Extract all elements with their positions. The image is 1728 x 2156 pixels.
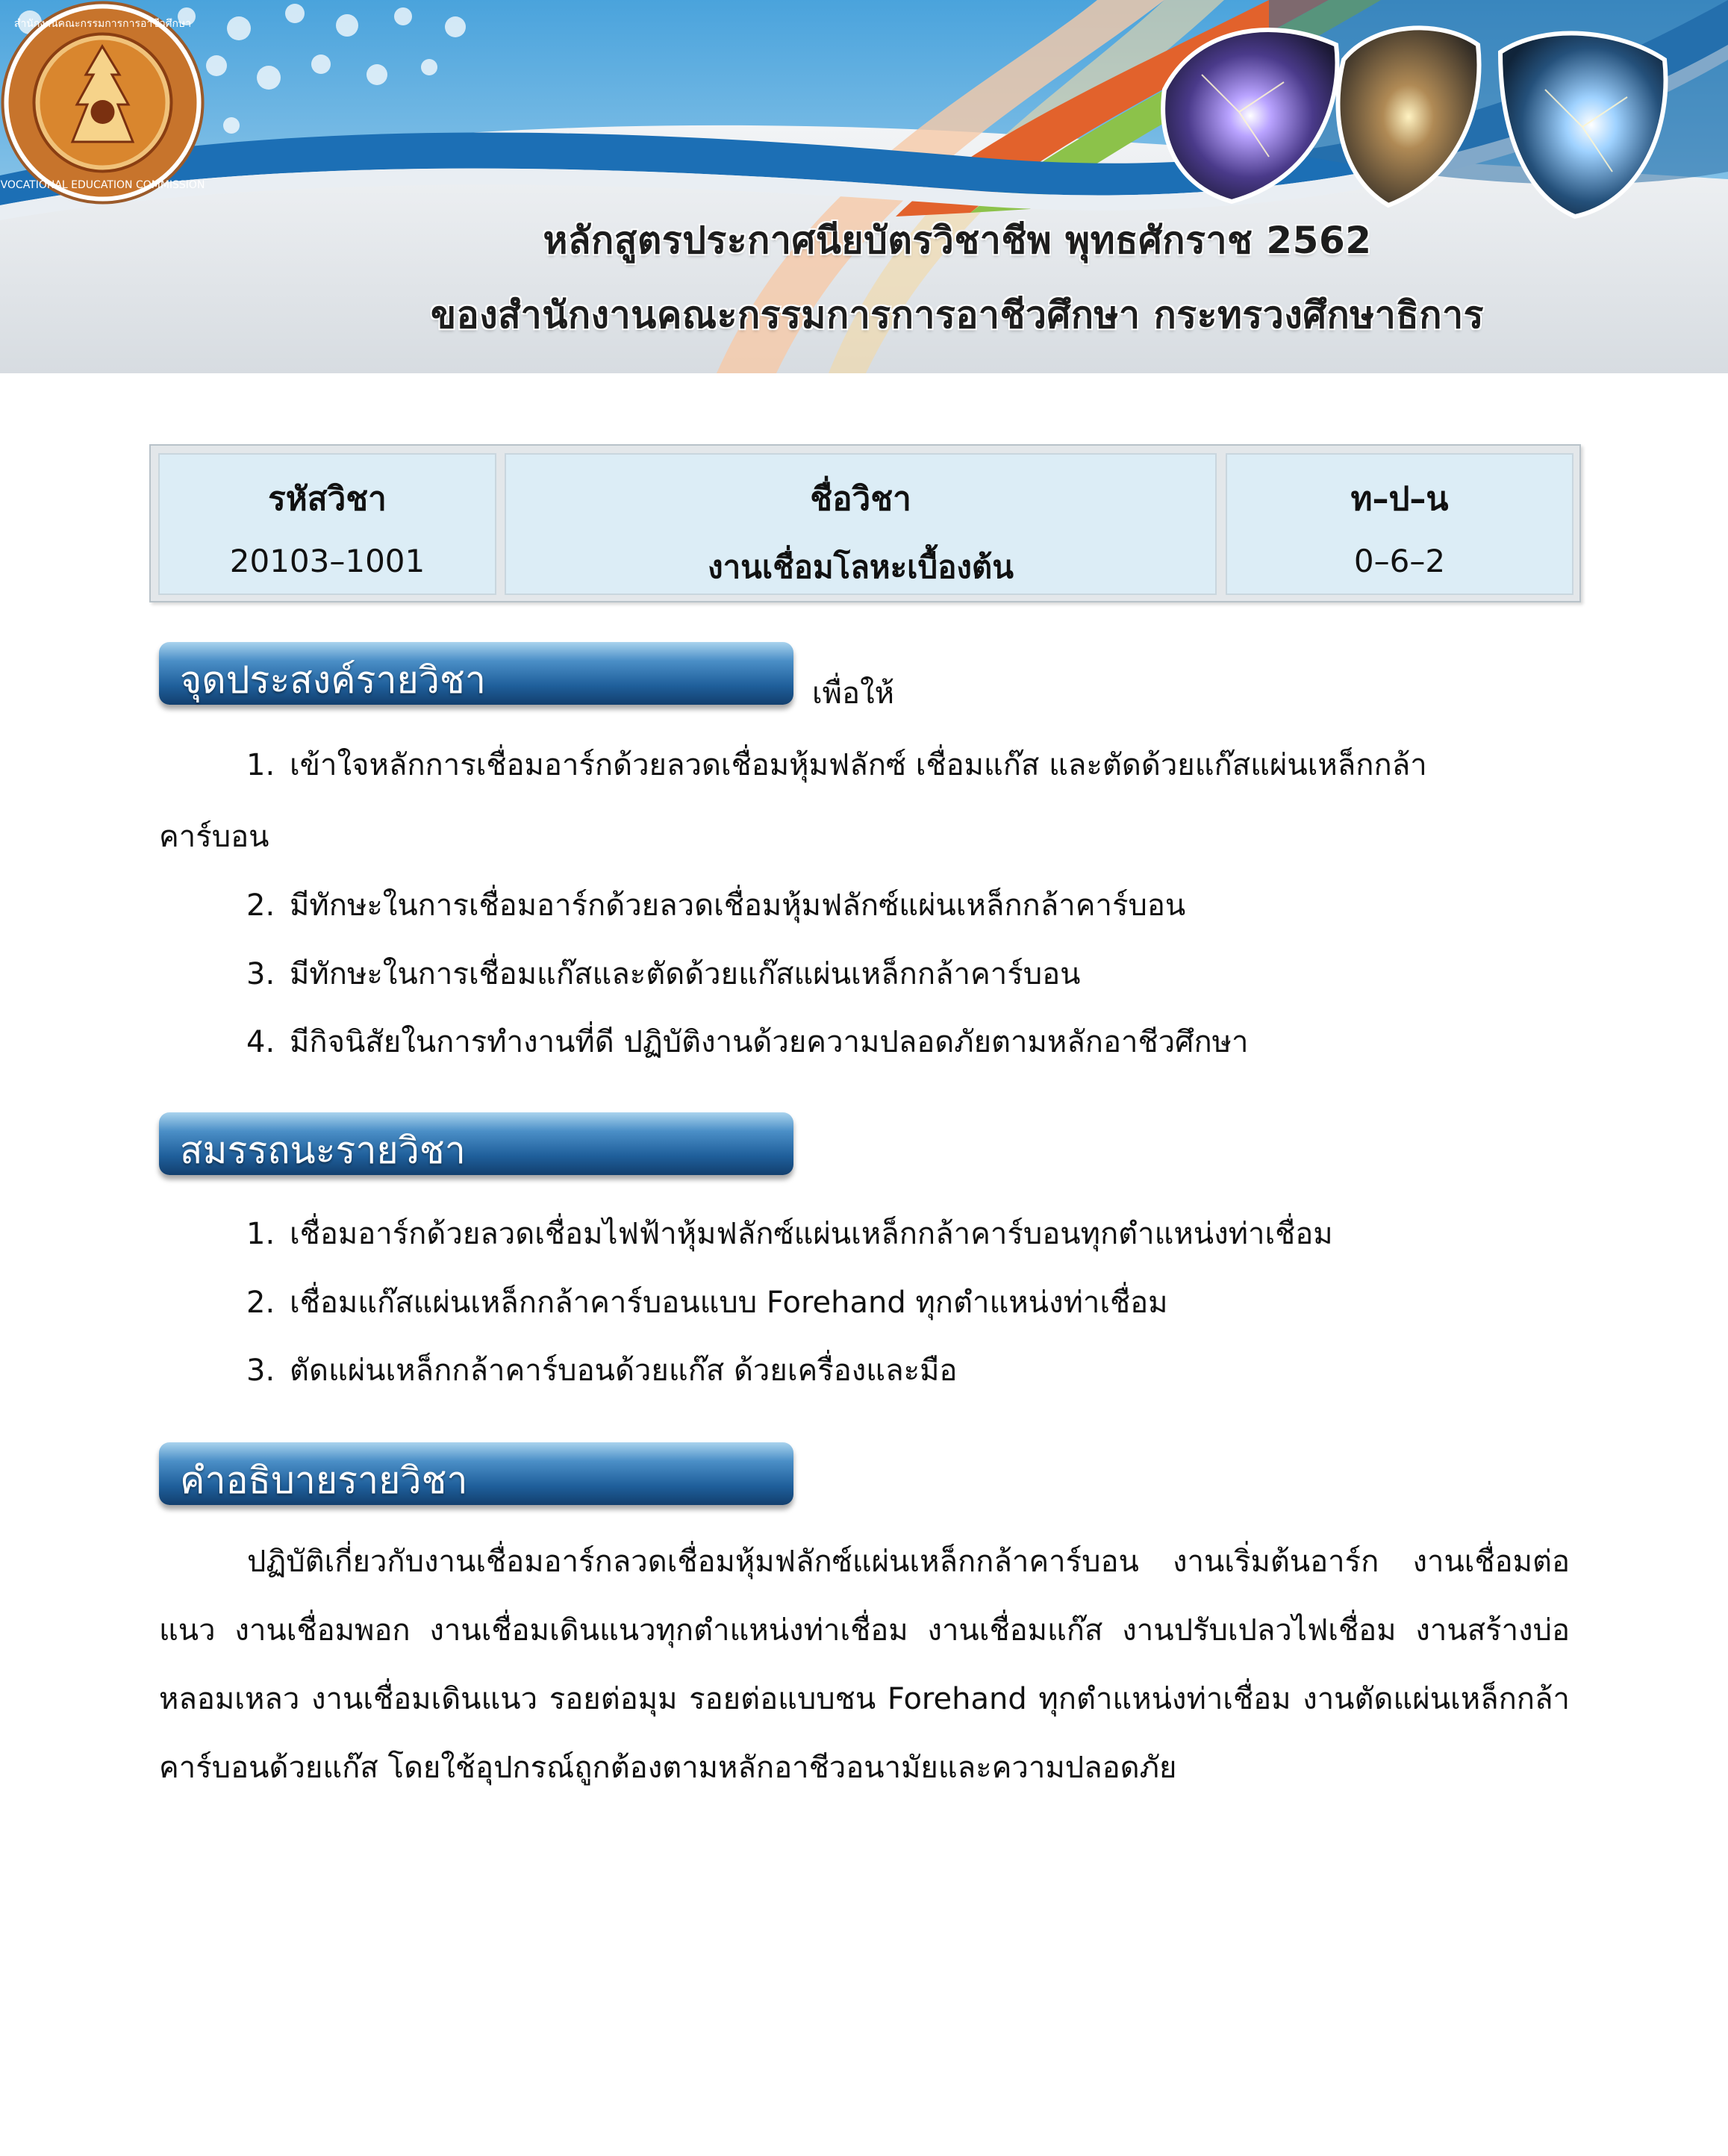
course-name-header: ชื่อวิชา — [810, 480, 911, 518]
objective-item: 1. เข้าใจหลักการเชื่อมอาร์กด้วยลวดเชื่อมหุ้มฟลักซ์ เชื่อมแก๊ส และตัดด้วยแก๊สแผ่นเหล็กกล้า — [246, 748, 1427, 782]
course-code-header: รหัสวิชา — [268, 480, 387, 518]
curriculum-title-line1: หลักสูตรประกาศนียบัตรวิชาชีพ พุทธศักราช 2562 — [543, 219, 1372, 262]
competencies-heading-bar — [159, 1112, 793, 1175]
course-code-value: 20103–1001 — [229, 543, 425, 579]
curriculum-title-line2: ของสำนักงานคณะกรรมการการอาชีวศึกษา กระทรวงศึกษาธิการ — [430, 293, 1484, 337]
objective-item: 3. มีทักษะในการเชื่อมแก๊สและตัดด้วยแก๊สแผ่นเหล็กกล้าคาร์บอน — [246, 957, 1081, 991]
objective-item: 4. มีกิจนิสัยในการทำงานที่ดี ปฏิบัติงานด้วยความปลอดภัยตามหลักอาชีวศึกษา — [246, 1025, 1249, 1059]
competency-item: 2. เชื่อมแก๊สแผ่นเหล็กกล้าคาร์บอนแบบ Forehand ทุกตำแหน่งท่าเชื่อม — [246, 1286, 1168, 1320]
svg-text:VOCATIONAL EDUCATION COMMISSIO: VOCATIONAL EDUCATION COMMISSION — [0, 179, 205, 191]
course-description: ปฏิบัติเกี่ยวกับงานเชื่อมอาร์กลวดเชื่อมหุ้มฟลักซ์แผ่นเหล็กกล้าคาร์บอน งานเริ่มต้นอาร์ก งานเชื่อมต่อแนว งานเชื่อมพอก งานเชื่อมเดินแนวทุกตำแหน่งท่าเชื่อม งานเชื่อมแก๊ส งานปรับเปลวไฟเชื่อม งานสร้างบ่อหลอมเหลว งานเชื่อมเดินแนว รอยต่อมุม รอยต่อแบบชน Forehand ทุกตำแหน่งท่าเชื่อม งานตัดแผ่นเหล็กกล้าคาร์บอนด้วยแก๊ส โดยใช้อุปกรณ์ถูกต้องตามหลักอาชีวอนามัยและความปลอดภัย — [159, 1545, 1570, 1785]
course-credits-cell — [1226, 453, 1573, 595]
course-credits-value: 0–6–2 — [1353, 543, 1446, 579]
competency-item: 3. ตัดแผ่นเหล็กกล้าคาร์บอนด้วยแก๊ส ด้วยเครื่องและมือ — [246, 1353, 958, 1388]
objectives-heading: จุดประสงค์รายวิชา — [180, 658, 486, 702]
svg-text:สำนักงานคณะกรรมการการอาชีวศึกษ: สำนักงานคณะกรรมการการอาชีวศึกษา — [13, 18, 192, 30]
course-info-table — [149, 444, 1581, 602]
objective-item-continuation: คาร์บอน — [159, 820, 269, 854]
objective-item: 2. มีทักษะในการเชื่อมอาร์กด้วยลวดเชื่อมหุ้มฟลักซ์แผ่นเหล็กกล้าคาร์บอน — [246, 888, 1186, 923]
course-credits-header: ท–ป–น — [1350, 480, 1449, 518]
description-heading: คำอธิบายรายวิชา — [180, 1459, 468, 1502]
course-name-cell — [505, 453, 1217, 595]
header-banner — [0, 0, 1728, 373]
objectives-heading-bar — [159, 642, 793, 705]
course-name-value: งานเชื่อมโลหะเบื้องต้น — [708, 549, 1014, 585]
objectives-intro: เพื่อให้ — [812, 676, 894, 711]
description-heading-bar — [159, 1442, 793, 1505]
vocational-commission-seal-icon — [0, 0, 205, 205]
course-code-cell — [158, 453, 496, 595]
competency-item: 1. เชื่อมอาร์กด้วยลวดเชื่อมไฟฟ้าหุ้มฟลักซ์แผ่นเหล็กกล้าคาร์บอนทุกตำแหน่งท่าเชื่อม — [246, 1217, 1333, 1251]
competencies-heading: สมรรถนะรายวิชา — [180, 1129, 466, 1172]
